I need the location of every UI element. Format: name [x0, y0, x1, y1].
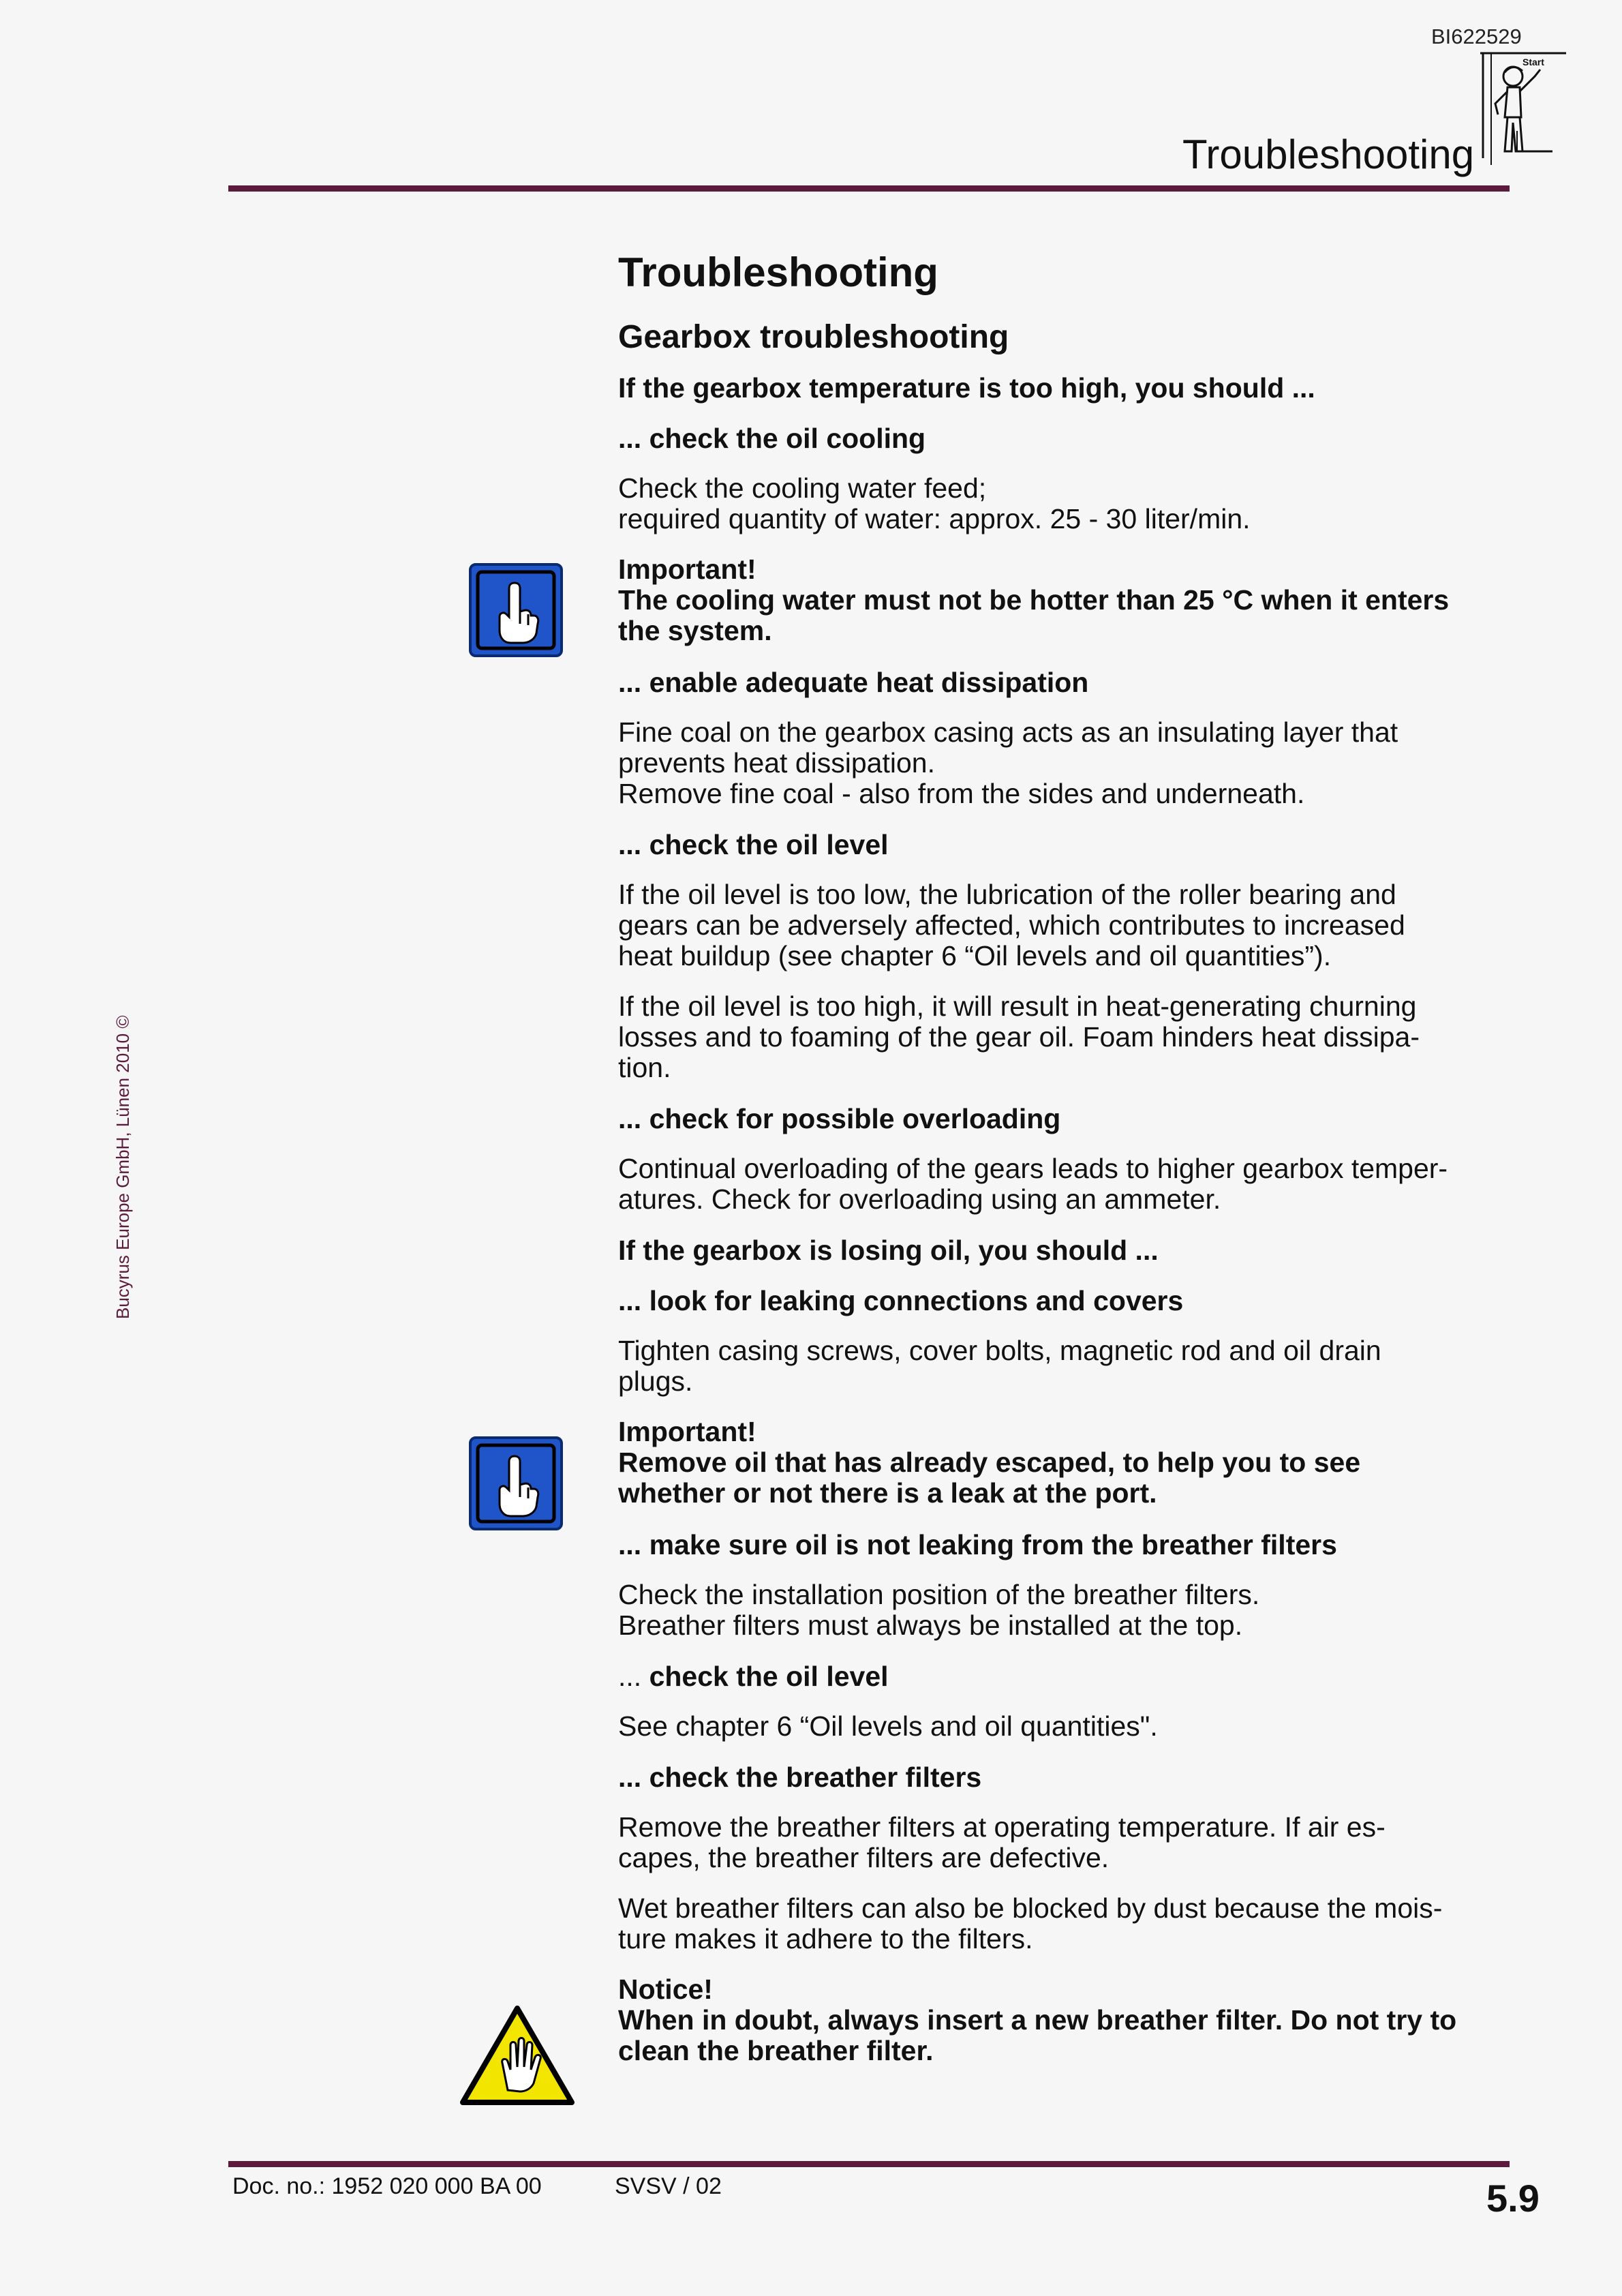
note-title: Important!: [618, 1416, 756, 1447]
important-note: Important! Remove oil that has already escaped, to help you to see whether or not there is a leak at the port.: [618, 1417, 1518, 1509]
copyright-notice: Bucyrus Europe GmbH, Lünen 2010 ©: [112, 1015, 133, 1319]
paragraph: Continual overloading of the gears leads to higher gearbox temper- atures. Check for overloading using an ammeter.: [618, 1153, 1448, 1215]
step-heading: ... enable adequate heat dissipation: [618, 667, 1089, 698]
step-heading: ... check for possible overloading: [618, 1103, 1061, 1134]
question-heading: If the gearbox is losing oil, you should ...: [618, 1235, 1159, 1266]
notice-note: Notice! When in doubt, always insert a new breather filter. Do not try to clean the breather filter.: [618, 1974, 1518, 2066]
header-title: Troubleshooting: [1182, 132, 1475, 177]
note-title: Important!: [618, 554, 756, 585]
header-rule: [228, 185, 1510, 192]
warning-hand-icon: [459, 2004, 576, 2106]
troubleshooting-person-icon: [1478, 49, 1567, 185]
step-heading: ... check the oil level: [618, 1661, 889, 1692]
important-note: Important! The cooling water must not be hotter than 25 °C when it enters the system.: [618, 554, 1518, 646]
page-title: Troubleshooting: [618, 250, 938, 295]
step-heading: ... check the oil cooling: [618, 423, 926, 454]
page-number: 5.9: [1486, 2177, 1540, 2220]
paragraph: Check the installation position of the breather filters. Breather filters must always be installed at the top.: [618, 1579, 1260, 1641]
footer-version: SVSV / 02: [615, 2173, 722, 2199]
pointing-hand-icon: [468, 562, 564, 658]
paragraph: Wet breather filters can also be blocked by dust because the mois- ture makes it adhere to the filters.: [618, 1892, 1443, 1954]
paragraph: Remove the breather filters at operating temperature. If air es- capes, the breather filters are defective.: [618, 1811, 1386, 1873]
main-content: [618, 247, 1518, 2087]
step-heading: ... make sure oil is not leaking from the breather filters: [618, 1529, 1337, 1560]
note-title: Notice!: [618, 1974, 713, 2005]
paragraph: If the oil level is too high, it will result in heat-generating churning losses and to foaming of the gear oil. Foam hinders heat dissipa- tion.: [618, 991, 1420, 1083]
paragraph: Tighten casing screws, cover bolts, magnetic rod and oil drain plugs.: [618, 1335, 1381, 1397]
footer-rule: [228, 2161, 1510, 2167]
logo-start-label: Start: [1522, 57, 1544, 67]
pointing-hand-icon: [468, 1436, 564, 1531]
step-heading: ... look for leaking connections and covers: [618, 1285, 1184, 1316]
paragraph: Fine coal on the gearbox casing acts as an insulating layer that prevents heat dissipation. Remove fine coal - also from the sides and underneath.: [618, 716, 1398, 809]
step-heading: ... check the oil level: [618, 829, 889, 860]
question-heading: If the gearbox temperature is too high, you should ...: [618, 372, 1315, 404]
document-id: BI622529: [1431, 25, 1522, 48]
paragraph: If the oil level is too low, the lubrication of the roller bearing and gears can be adversely affected, which contributes to increased heat buildup (see chapter 6 “Oil levels and oil quantities”).: [618, 879, 1405, 971]
section-heading: Gearbox troubleshooting: [618, 319, 1009, 355]
footer-doc-number: Doc. no.: 1952 020 000 BA 00: [232, 2173, 542, 2199]
paragraph: Check the cooling water feed; required quantity of water: approx. 25 - 30 liter/min.: [618, 472, 1251, 534]
paragraph: See chapter 6 “Oil levels and oil quantities".: [618, 1710, 1158, 1742]
step-heading: ... check the breather filters: [618, 1762, 982, 1793]
